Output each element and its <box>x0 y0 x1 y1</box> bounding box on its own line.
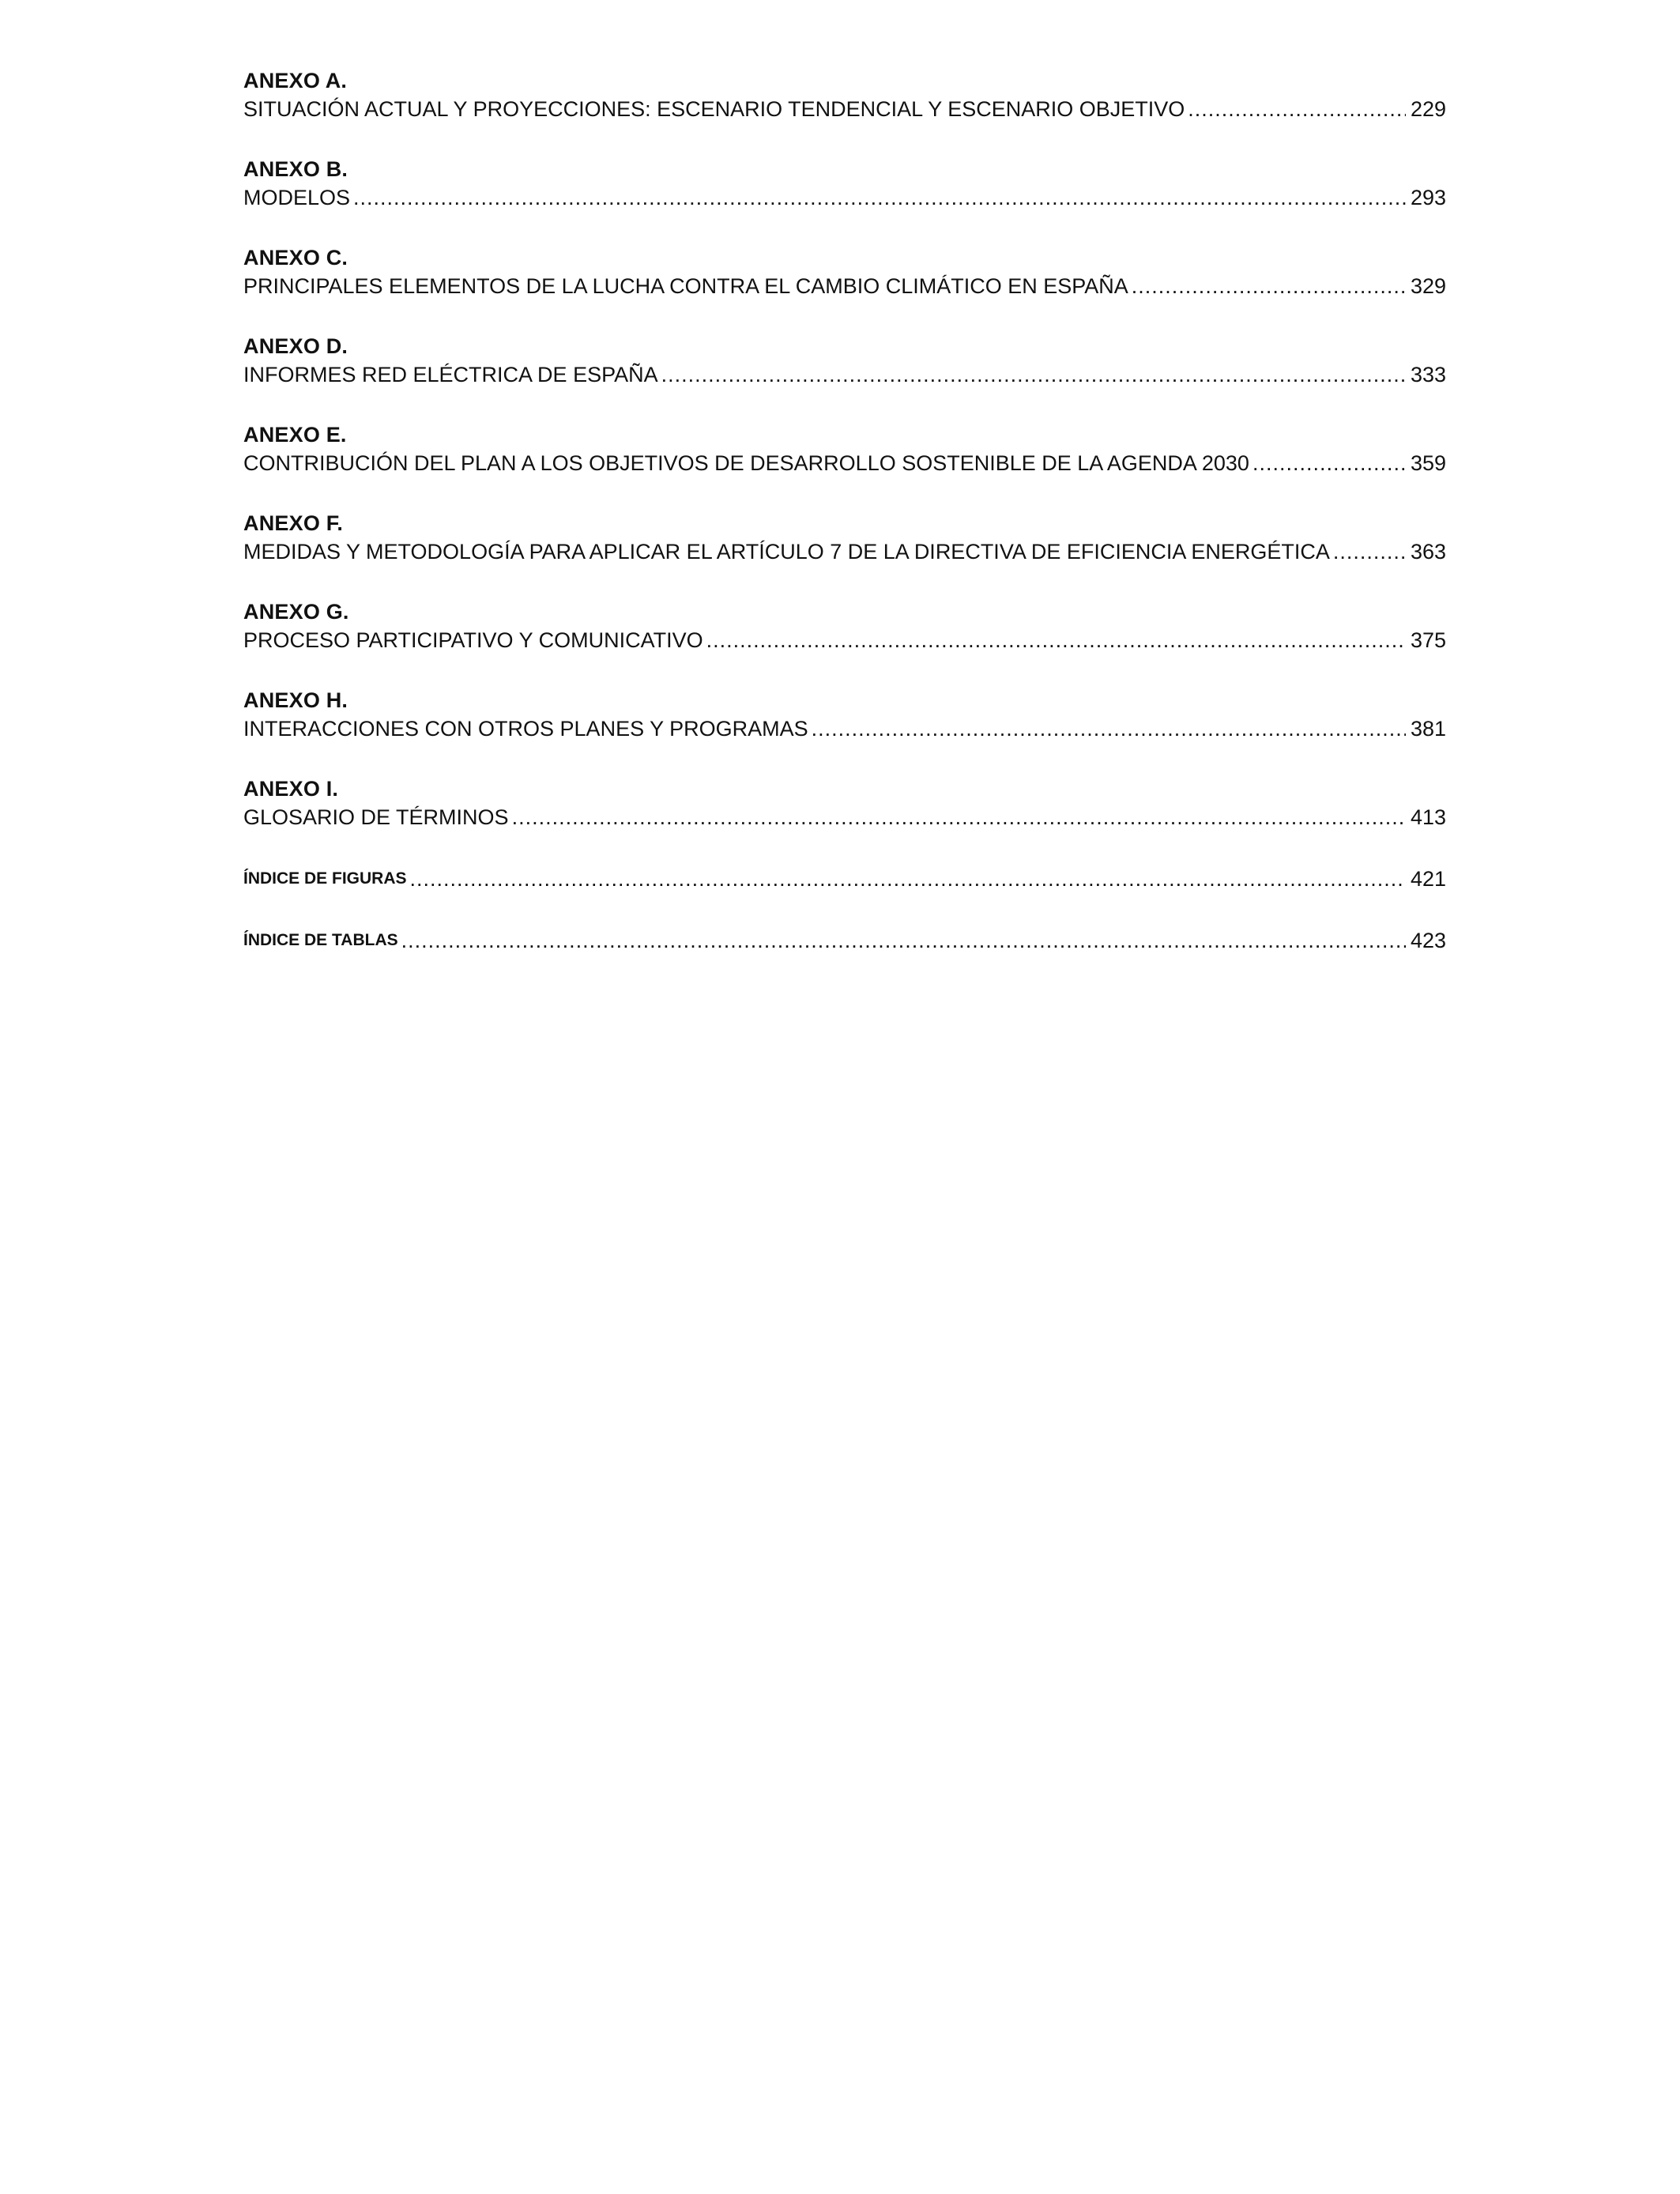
dot-leader <box>1132 273 1406 299</box>
toc-page-number: 423 <box>1410 929 1446 952</box>
annex-heading: ANEXO D. <box>243 334 348 358</box>
toc-page-number: 293 <box>1410 186 1446 209</box>
toc-entry-index-tables[interactable] <box>243 926 1446 953</box>
toc-entry-annex-h <box>243 688 1446 741</box>
dot-leader <box>661 362 1406 387</box>
annex-heading: ANEXO A. <box>243 69 348 92</box>
toc-entry-title: MODELOS <box>243 186 351 209</box>
dot-leader <box>401 928 1406 953</box>
toc-entry-annex-f <box>243 511 1446 564</box>
annex-heading: ANEXO B. <box>243 157 348 181</box>
toc-entry-title: INTERACCIONES CON OTROS PLANES Y PROGRAMAS <box>243 717 808 741</box>
toc-page-number: 329 <box>1410 274 1446 298</box>
toc-entry-annex-c <box>243 245 1446 299</box>
toc-entry-title: INFORMES RED ELÉCTRICA DE ESPAÑA <box>243 363 658 386</box>
toc-page-number: 375 <box>1410 628 1446 652</box>
toc-entry-title: GLOSARIO DE TÉRMINOS <box>243 805 509 829</box>
toc-entry-annex-g <box>243 599 1446 653</box>
table-of-contents <box>243 68 1446 953</box>
annex-heading: ANEXO E. <box>243 423 347 447</box>
toc-page-number: 333 <box>1410 363 1446 386</box>
annex-heading: ANEXO F. <box>243 511 344 535</box>
dot-leader <box>1252 450 1406 476</box>
toc-line[interactable] <box>243 360 1446 387</box>
annex-heading: ANEXO C. <box>243 246 348 270</box>
toc-page-number: 229 <box>1410 97 1446 121</box>
toc-entry-title: ÍNDICE DE FIGURAS <box>243 869 407 888</box>
dot-leader <box>706 628 1406 653</box>
toc-entry-title: ÍNDICE DE TABLAS <box>243 931 398 949</box>
toc-entry-annex-e <box>243 422 1446 476</box>
toc-line[interactable] <box>243 449 1446 476</box>
dot-leader <box>1333 539 1406 564</box>
toc-page-number: 413 <box>1410 805 1446 829</box>
toc-entry-index-figures[interactable] <box>243 865 1446 892</box>
toc-line[interactable] <box>243 95 1446 122</box>
dot-leader <box>353 185 1406 210</box>
toc-entry-title: PRINCIPALES ELEMENTOS DE LA LUCHA CONTRA EL CAMBIO CLIMÁTICO EN ESPAÑA <box>243 274 1128 298</box>
toc-entry-title: CONTRIBUCIÓN DEL PLAN A LOS OBJETIVOS DE DESARROLLO SOSTENIBLE DE LA AGENDA 2030 <box>243 451 1249 475</box>
annex-heading: ANEXO I. <box>243 777 339 801</box>
toc-page-number: 381 <box>1410 717 1446 741</box>
dot-leader <box>812 716 1406 741</box>
dot-leader <box>410 866 1406 892</box>
toc-line[interactable] <box>243 183 1446 210</box>
toc-line[interactable] <box>243 714 1446 741</box>
annex-heading: ANEXO G. <box>243 600 349 624</box>
dot-leader <box>512 805 1406 830</box>
toc-entry-annex-i <box>243 776 1446 830</box>
toc-entry-annex-a <box>243 68 1446 122</box>
toc-entry-title: PROCESO PARTICIPATIVO Y COMUNICATIVO <box>243 628 703 652</box>
toc-page-number: 359 <box>1410 451 1446 475</box>
dot-leader <box>1188 96 1406 122</box>
toc-line[interactable] <box>243 272 1446 299</box>
toc-page-number: 421 <box>1410 867 1446 891</box>
toc-line[interactable] <box>243 537 1446 564</box>
toc-line[interactable] <box>243 626 1446 653</box>
toc-entry-title: MEDIDAS Y METODOLOGÍA PARA APLICAR EL ARTÍCULO 7 DE LA DIRECTIVA DE EFICIENCIA ENERGÉTICA <box>243 540 1330 564</box>
toc-line[interactable] <box>243 803 1446 830</box>
toc-page-number: 363 <box>1410 540 1446 564</box>
toc-entry-annex-b <box>243 156 1446 210</box>
toc-entry-title: SITUACIÓN ACTUAL Y PROYECCIONES: ESCENARIO TENDENCIAL Y ESCENARIO OBJETIVO <box>243 97 1185 121</box>
annex-heading: ANEXO H. <box>243 688 348 712</box>
toc-entry-annex-d <box>243 334 1446 387</box>
